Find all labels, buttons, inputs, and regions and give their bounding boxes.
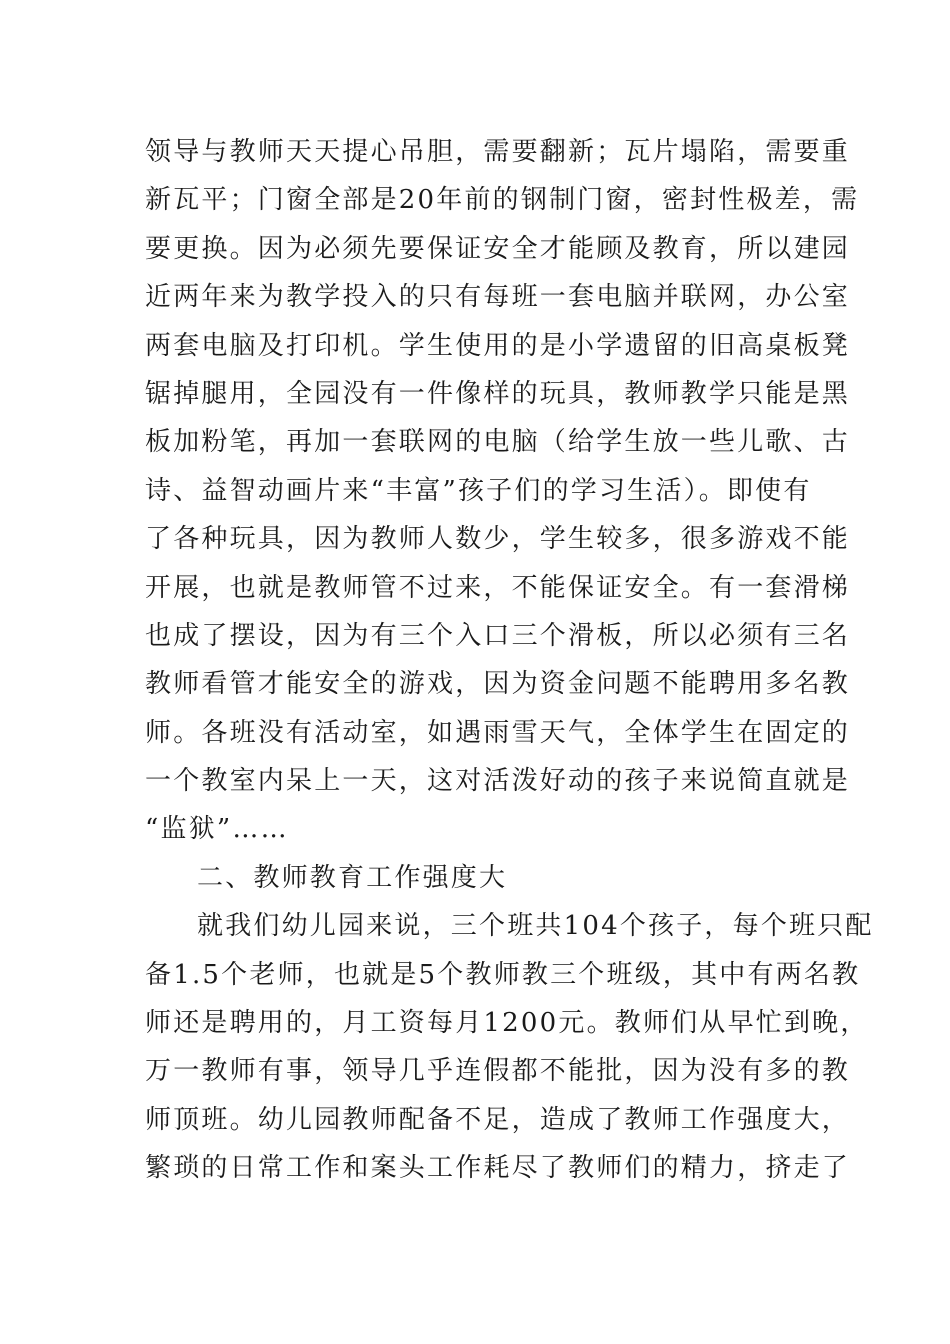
text-line: 开展，也就是教师管不过来，不能保证安全。有一套滑梯: [145, 572, 851, 603]
text-line: 一个教室内呆上一天，这对活泼好动的孩子来说简直就是: [145, 766, 851, 797]
body-text: [145, 128, 874, 1193]
text-line: 近两年来为教学投入的只有每班一套电脑并联网，办公室: [145, 282, 851, 313]
text-line: 也成了摆设，因为有三个入口三个滑板，所以必须有三名: [145, 620, 851, 651]
text-line: 师顶班。幼儿园教师配备不足，造成了教师工作强度大，: [145, 1104, 851, 1135]
section-heading: 二、教师教育工作强度大: [197, 862, 508, 893]
text-line: “监狱”……: [145, 814, 289, 845]
text-line: 繁琐的日常工作和案头工作耗尽了教师们的精力，挤走了: [145, 1153, 851, 1184]
paragraph-first-line: 就我们幼儿园来说，三个班共104个孩子，每个班只配: [197, 911, 874, 942]
text-line: 万一教师有事，领导几乎连假都不能批，因为没有多的教: [145, 1056, 851, 1087]
text-line: 要更换。因为必须先要保证安全才能顾及教育，所以建园: [145, 233, 851, 264]
text-line: 备1.5个老师，也就是5个教师教三个班级，其中有两名教: [145, 959, 861, 990]
text-line: 师。各班没有活动室，如遇雨雪天气，全体学生在固定的: [145, 717, 851, 748]
text-line: 领导与教师天天提心吊胆，需要翻新；瓦片塌陷，需要重: [145, 137, 851, 167]
text-line: 教师看管才能安全的游戏，因为资金问题不能聘用多名教: [145, 669, 851, 700]
text-line: 锯掉腿用，全园没有一件像样的玩具，教师教学只能是黑: [145, 378, 851, 409]
text-line: 板加粉笔，再加一套联网的电脑（给学生放一些儿歌、古: [145, 427, 851, 458]
text-line: 诗、益智动画片来“丰富”孩子们的学习生活）。即使有: [145, 475, 812, 506]
text-line: 师还是聘用的，月工资每月1200元。教师们从早忙到晚，: [145, 1008, 869, 1039]
text-line: 了各种玩具，因为教师人数少，学生较多，很多游戏不能: [145, 524, 851, 555]
text-line: 新瓦平；门窗全部是20年前的钢制门窗，密封性极差，需: [145, 185, 860, 216]
text-line: 两套电脑及打印机。学生使用的是小学遗留的旧高桌板凳: [145, 330, 851, 361]
